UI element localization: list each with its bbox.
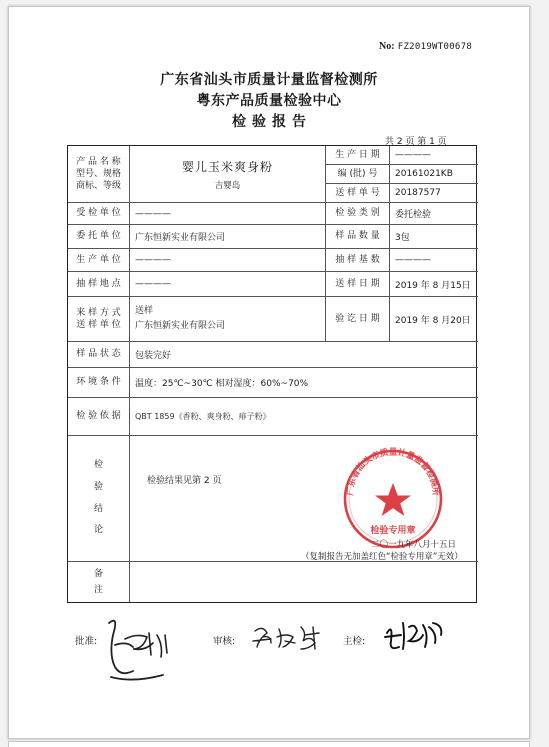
page-count: 共 2 页 第 1 页 xyxy=(385,137,447,147)
product-name: 婴儿玉米爽身粉 xyxy=(181,159,273,174)
delivery-method-cell xyxy=(130,297,326,342)
batch-number-label: 编 (批) 号 xyxy=(326,165,390,184)
reviewer-label: 审核: xyxy=(213,636,236,647)
finish-date-value: 2019 年 8 月20日 xyxy=(390,297,478,342)
seal-ring-text: 广东省汕头市质量计量监督检测所 xyxy=(345,447,441,496)
inspection-type-value: 委托检验 xyxy=(390,203,478,225)
inspection-type-label: 检 验 类 别 xyxy=(326,203,390,225)
report-page xyxy=(8,6,530,739)
sample-quantity-label: 样 品 数 量 xyxy=(326,225,390,249)
sample-state-value: 包装完好 xyxy=(130,342,478,368)
conclusion-text: 检验结果见第 2 页 xyxy=(147,476,222,486)
sampling-base-label: 抽 样 基 数 xyxy=(326,249,390,272)
sign-date: 二〇一九年八月十五日 xyxy=(371,540,457,550)
product-name-label: 产 品 名 称 型号、规格 商标、等级 xyxy=(68,146,130,203)
inspected-unit-label: 受 检 单 位 xyxy=(68,203,130,225)
finish-date-label: 验 讫 日 期 xyxy=(326,297,390,342)
seal-star-icon xyxy=(375,483,411,516)
report-number-value: FZ2019WT00678 xyxy=(397,42,473,52)
product-name-cell xyxy=(130,146,326,203)
delivery-unit-value: 广东恒新实业有限公司 xyxy=(135,321,226,331)
sampling-base-value: ———— xyxy=(390,249,478,272)
next-page-edge xyxy=(8,741,530,747)
report-number-label: No: xyxy=(379,41,395,52)
delivery-method-value: 送样 xyxy=(135,305,154,316)
client-value: 广东恒新实业有限公司 xyxy=(130,225,326,249)
document-title: 检验报告 xyxy=(232,114,312,130)
sample-quantity-value: 3包 xyxy=(390,225,478,249)
producer-label: 生 产 单 位 xyxy=(68,249,130,272)
sampling-site-value: ———— xyxy=(130,272,326,297)
sample-number-value: 20187577 xyxy=(390,184,478,203)
environment-label: 环 境 条 件 xyxy=(68,368,130,398)
basis-label: 检 验 依 据 xyxy=(68,398,130,436)
chief-inspector-label: 主检: xyxy=(343,636,366,647)
remarks-label: 备 注 xyxy=(68,562,130,602)
reviewer-signature xyxy=(249,619,329,655)
center-name: 粤东产品质量检验中心 xyxy=(196,93,342,109)
conclusion-label: 检 验 结 论 xyxy=(68,436,130,562)
delivery-date-value: 2019 年 8 月15日 xyxy=(390,272,478,297)
sampling-site-label: 抽 样 地 点 xyxy=(68,272,130,297)
batch-number-value: 20161021KB xyxy=(390,165,478,184)
copy-validity-note: （复制报告无加盖红色“检验专用章”无效） xyxy=(301,552,463,562)
production-date-value: ———— xyxy=(390,146,478,165)
seal-center-text: 检验专用章 xyxy=(370,526,416,536)
production-date-label: 生 产 日 期 xyxy=(326,146,390,165)
delivery-method-label: 来 样 方 式 送 样 单 位 xyxy=(68,297,130,342)
producer-value: ———— xyxy=(130,249,326,272)
product-brand: 吉婴岛 xyxy=(214,180,241,191)
client-label: 委 托 单 位 xyxy=(68,225,130,249)
report-number xyxy=(379,41,472,52)
delivery-date-label: 送 样 日 期 xyxy=(326,272,390,297)
inspection-seal xyxy=(341,447,445,551)
environment-value: 温度：25℃~30℃ 相对湿度：60%~70% xyxy=(130,368,478,398)
inspected-unit-value: ———— xyxy=(130,203,326,225)
approver-label: 批准: xyxy=(75,636,98,647)
chief-inspector-signature xyxy=(379,613,449,657)
organization-name: 广东省汕头市质量计量监督检测所 xyxy=(160,72,378,88)
basis-value: QBT 1859《香粉、爽身粉、痱子粉》 xyxy=(130,398,478,436)
remarks-value xyxy=(130,562,478,602)
sample-state-label: 样 品 状 态 xyxy=(68,342,130,368)
sample-number-label: 送 样 单 号 xyxy=(326,184,390,203)
approver-signature xyxy=(103,605,183,685)
